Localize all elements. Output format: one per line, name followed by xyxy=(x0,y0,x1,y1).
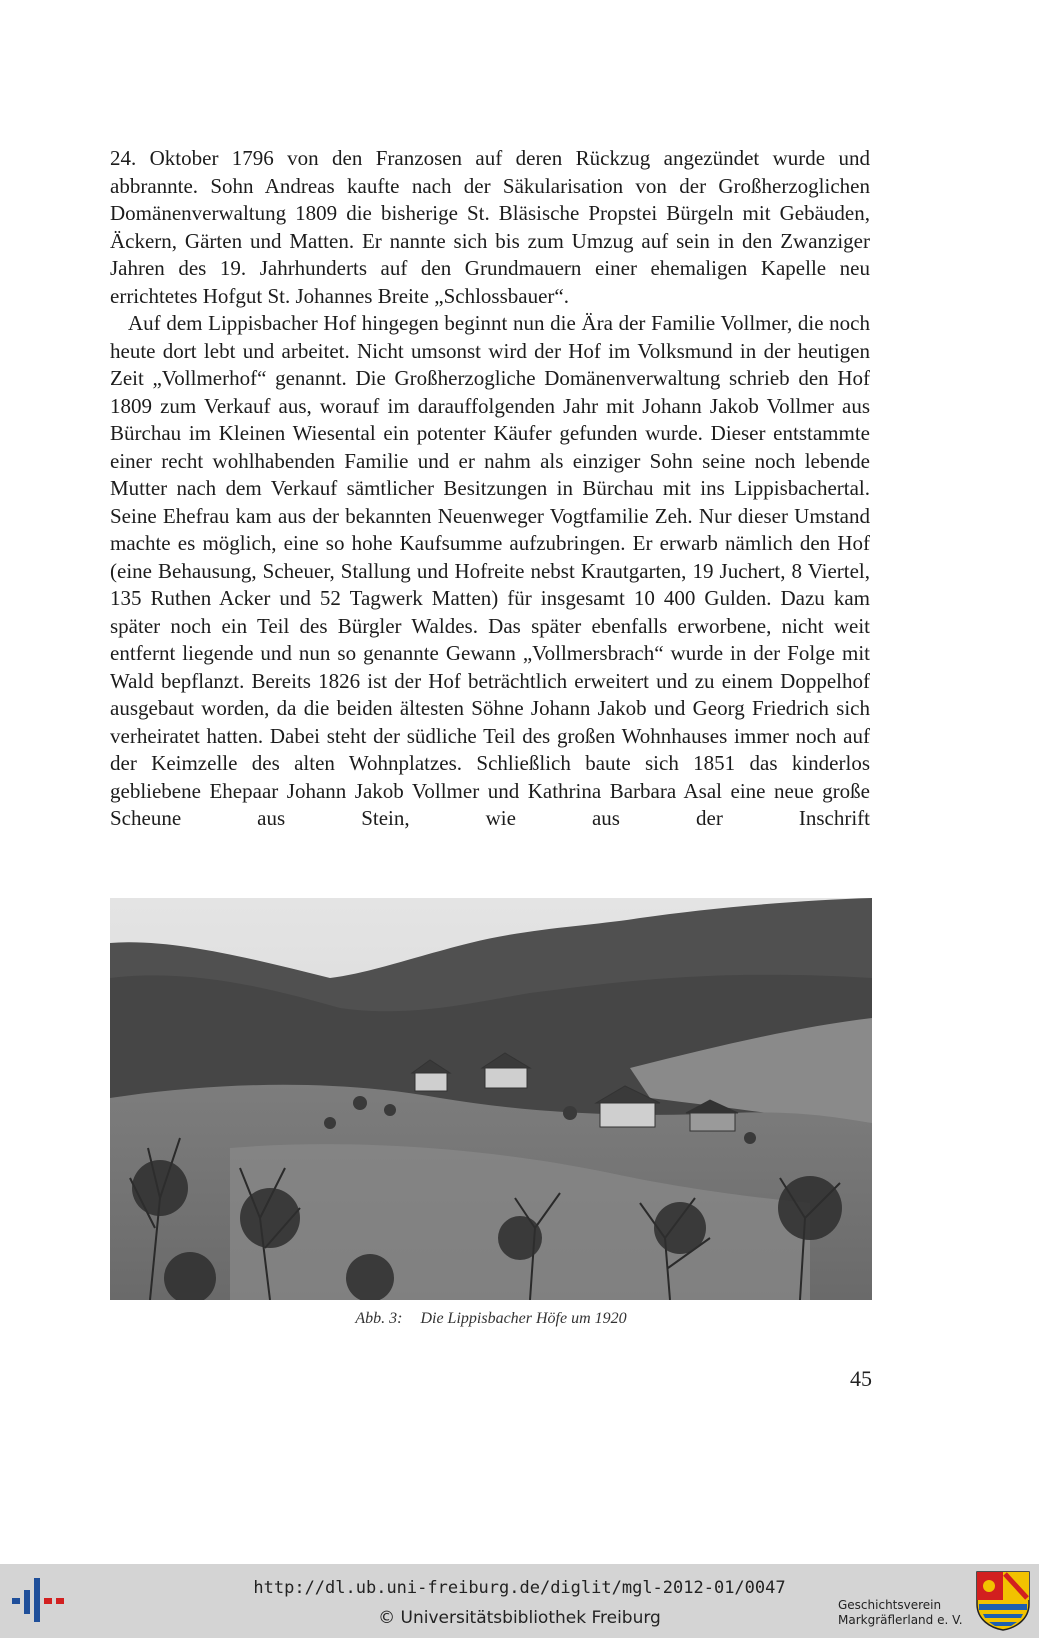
historic-photo xyxy=(110,898,872,1300)
caption-text: Die Lippisbacher Höfe um 1920 xyxy=(420,1310,627,1327)
paragraph-2: Auf dem Lippisbacher Hof hingegen beginnt nun die Ära der Familie Vollmer, die noch heute dort lebt und arbeitet. Nicht umsonst wird der Hof im Volksmund in der heutigen Zeit „Vollmerhof“ genannt. Die Großherzogliche Domänenverwaltung schrieb den Hof 1809 zum Verkauf aus, worauf im darauffolgenden Jahr mit Johann Jakob Vollmer aus Bürchau im Kleinen Wiesental ein potenter Käufer gefunden wurde. Dieser entstammte einer recht wohlhabenden Familie und er nahm als einziger Sohn seine noch lebende Mutter nach dem Verkauf sämtlicher Besitzungen in Bürchau mit ins Lippisbachertal. Seine Ehefrau kam aus der bekannten Neuenweger Vogtfamilie Zeh. Nur dieser Umstand machte es möglich, eine so hohe Kaufsumme aufzubringen. Er erwarb nämlich den Hof (eine Behausung, Scheuer, Stallung und Hofreite nebst Krautgarten, 19 Juchert, 8 Viertel, 135 Ruthen Acker und 52 Tagwerk Matten) für insgesamt 10 400 Gulden. Dazu kam später noch ein Teil des Bürgler Waldes. Das später ebenfalls erworbene, nicht weit entfernt liegende und nun so genannte Gewann „Vollmersbrach“ wurde in der Folge mit Wald bepflanzt. Bereits 1826 ist der Hof beträchtlich erweitert und zu einem Doppelhof ausgebaut worden, da die beiden ältesten Söhne Johann Jakob und Georg Friedrich sich verheiratet hatten. Dabei steht der südliche Teil des großen Wohnhauses immer noch auf der Keimzelle des alten Wohnplatzes. Schließlich baute sich 1851 das kinderlos gebliebene Ehepaar Johann Jakob Vollmer und Kathrina Barbara Asal eine neue große Scheune aus Stein, wie aus der Inschrift xyxy=(110,311,870,830)
caption-label: Abb. 3: xyxy=(355,1310,403,1327)
footer-bar xyxy=(0,1564,1039,1638)
paragraph-1: 24. Oktober 1796 von den Franzosen auf deren Rückzug angezündet wurde und abbrannte. Sohn Andreas kaufte nach der Säkularisation von der Großherzoglichen Domänenverwaltung 1809 die bisherige St. Bläsische Propstei Bürgeln mit Gebäuden, Äckern, Gärten und Matten. Er nannte sich bis zum Umzug auf sein in den Zwanziger Jahren des 19. Jahrhunderts auf den Grundmauern einer ehemaligen Kapelle neu errichtetes Hofgut St. Johannes Breite „Schlossbauer“. xyxy=(110,146,870,308)
body-text xyxy=(110,145,870,833)
society-name xyxy=(838,1598,968,1628)
society-line-1: Geschichtsverein xyxy=(838,1598,942,1612)
figure-caption xyxy=(110,1310,872,1328)
coat-of-arms-icon xyxy=(975,1570,1031,1636)
copyright-text: © Universitätsbibliothek Freiburg xyxy=(378,1608,661,1628)
document-url-link[interactable]: http://dl.ub.uni-freiburg.de/diglit/mgl-2012-01/0047 xyxy=(253,1578,786,1598)
society-line-2: Markgräflerland e. V. xyxy=(838,1613,963,1627)
page-number: 45 xyxy=(850,1366,872,1391)
